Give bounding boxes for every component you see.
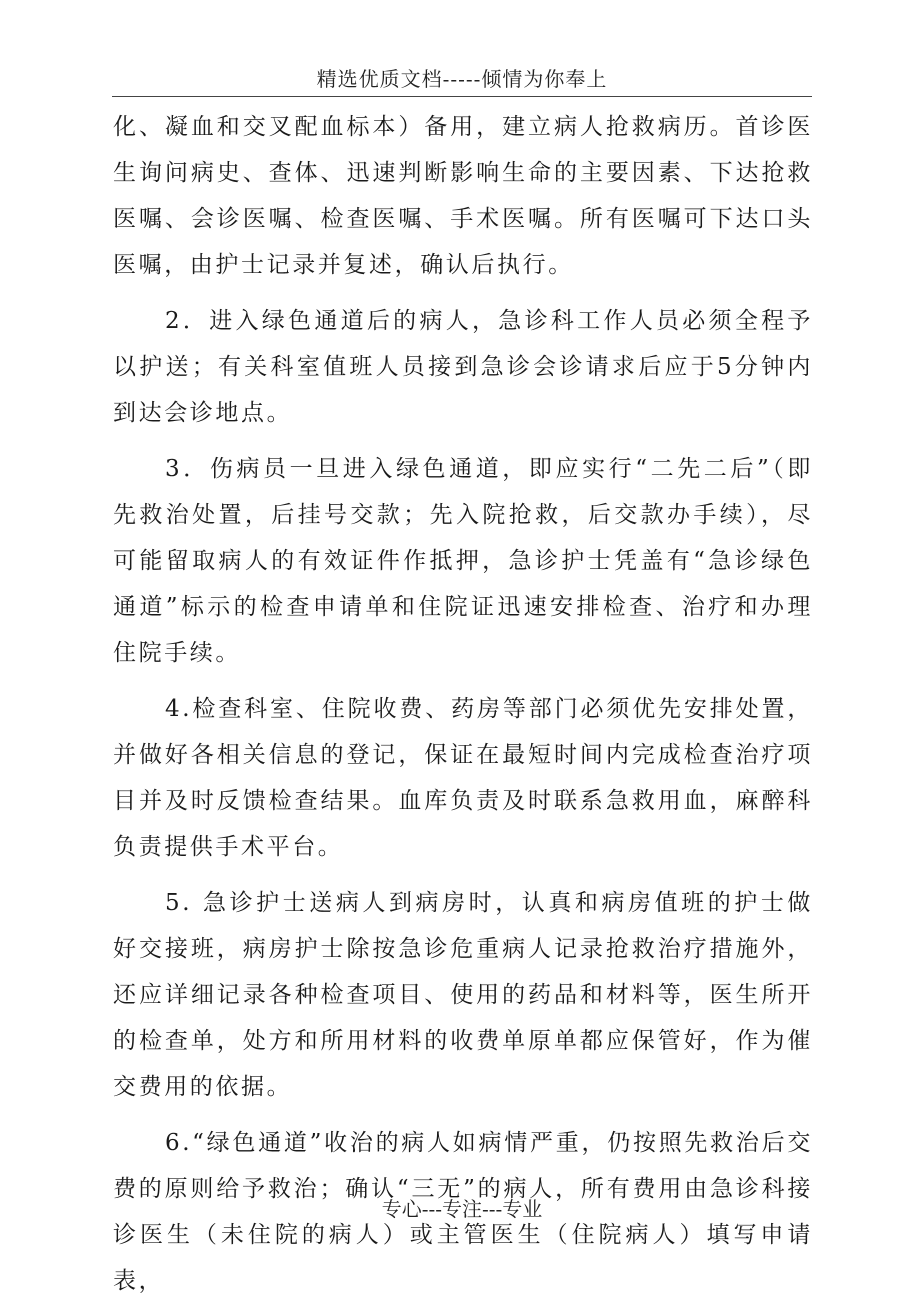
- paragraph-item-2: 2．进入绿色通道后的病人，急诊科工作人员必须全程予以护送；有关科室值班人员接到急诊会诊请求后应于5分钟内到达会诊地点。: [113, 308, 813, 426]
- paragraph-continuation: 化、凝血和交叉配血标本）备用，建立病人抢救病历。首诊医生询问病史、查体、迅速判断影响生命的主要因素、下达抢救医嘱、会诊医嘱、检查医嘱、手术医嘱。所有医嘱可下达口头医嘱，由护士记录并复述，确认后执行。: [113, 114, 813, 278]
- document-body: [113, 104, 813, 1314]
- paragraph-item-5: 5. 急诊护士送病人到病房时，认真和病房值班的护士做好交接班，病房护士除按急诊危重病人记录抢救治疗措施外，还应详细记录各种检查项目、使用的药品和材料等，医生所开的检查单，处方和所用材料的收费单原单都应保管好，作为催交费用的依据。: [113, 890, 813, 1100]
- paragraph-item-6: 6.“绿色通道”收治的病人如病情严重，仍按照先救治后交费的原则给予救治；确认“三无”的病人，所有费用由急诊科接诊医生（未住院的病人）或主管医生（住院病人）填写申请表，: [113, 1130, 813, 1294]
- paragraph-item-4: 4.检查科室、住院收费、药房等部门必须优先安排处置，并做好各相关信息的登记，保证在最短时间内完成检查治疗项目并及时反馈检查结果。血库负责及时联系急救用血，麻醉科负责提供手术平台。: [113, 696, 813, 860]
- header-divider: [112, 96, 812, 97]
- page-footer: 专心---专注---专业: [381, 1197, 543, 1221]
- page-header: 精选优质文档-----倾情为你奉上: [316, 67, 608, 91]
- paragraph-item-3: 3．伤病员一旦进入绿色通道，即应实行“二先二后”（即先救治处置，后挂号交款；先入院抢救，后交款办手续），尽可能留取病人的有效证件作抵押，急诊护士凭盖有“急诊绿色通道”标示的检查申请单和住院证迅速安排检查、治疗和办理住院手续。: [113, 456, 813, 666]
